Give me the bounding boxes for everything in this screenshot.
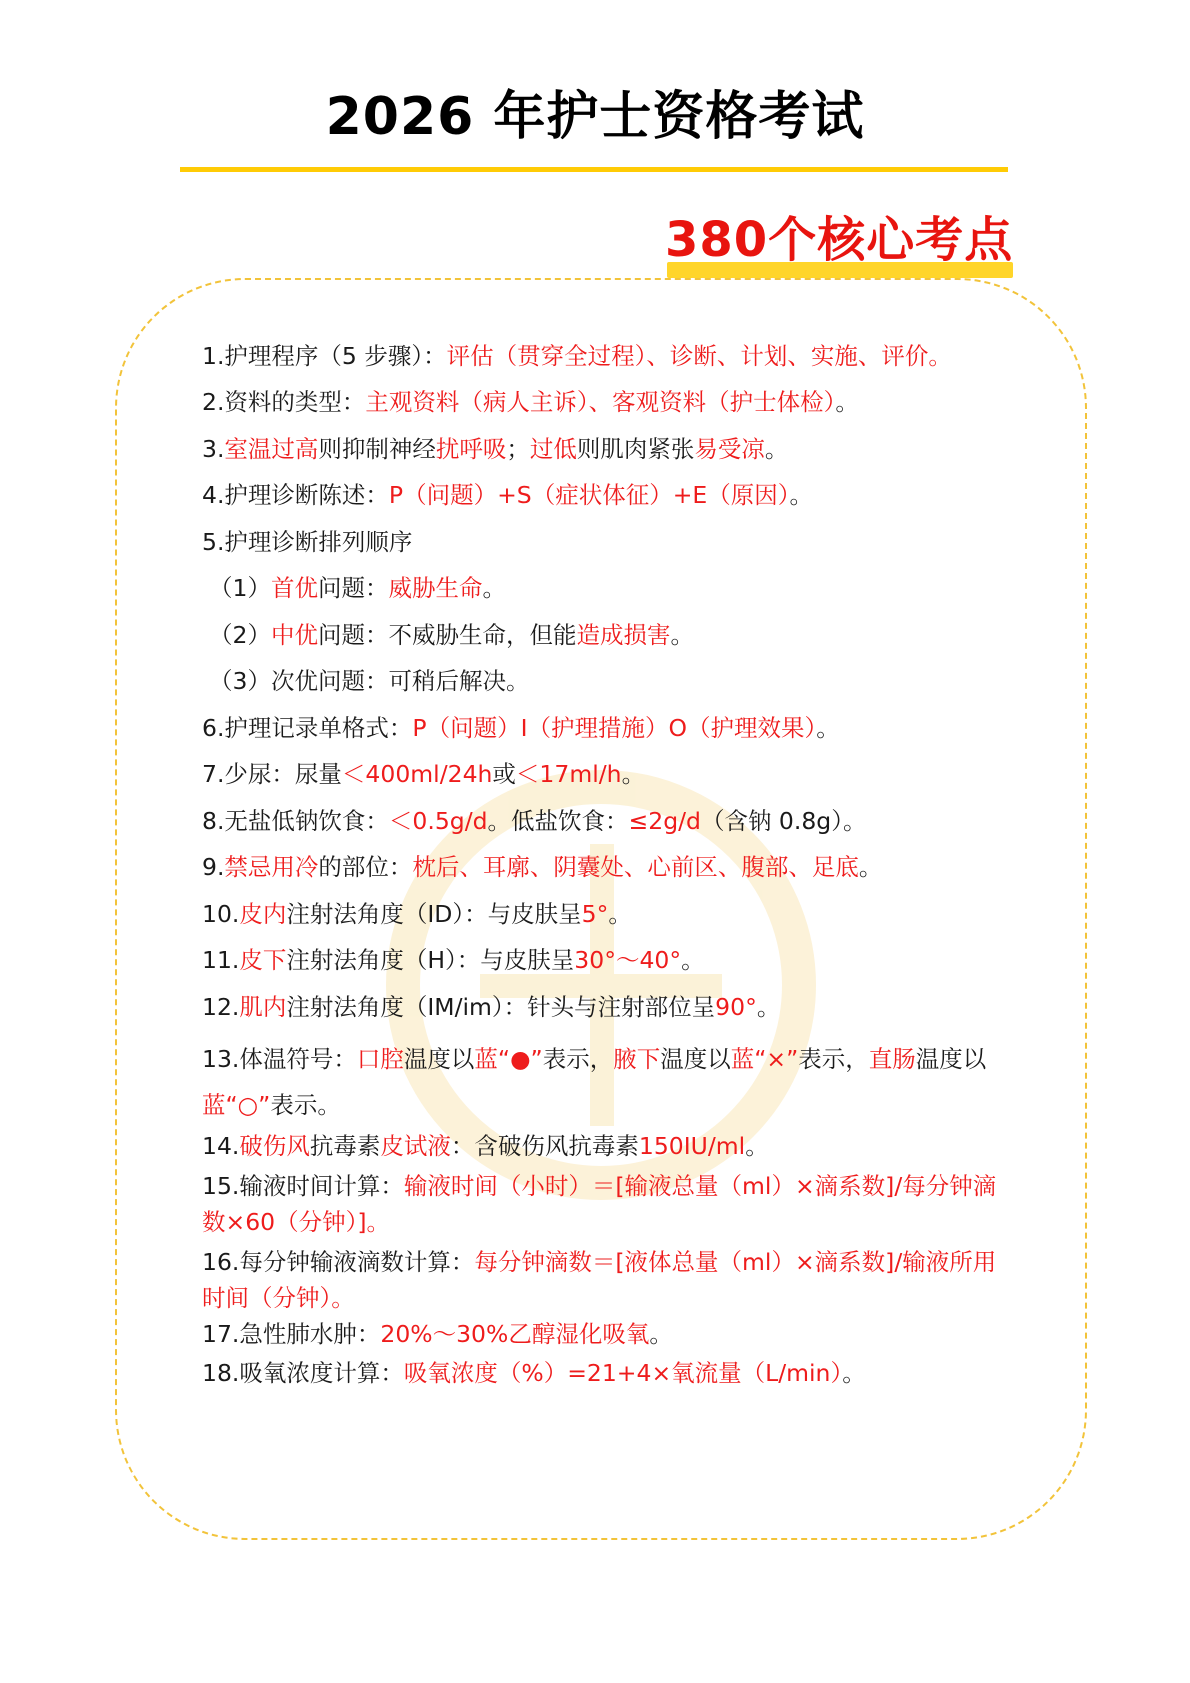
item-text: 。 xyxy=(764,435,789,463)
item-text: 注射法角度（H）：与皮肤呈 xyxy=(286,946,575,974)
highlight-text: 皮内 xyxy=(239,900,287,928)
item-text: 11. xyxy=(202,946,240,974)
item-text: 14. xyxy=(202,1132,240,1160)
item-text: 7.少尿：尿量 xyxy=(202,760,342,788)
item-text: 。 xyxy=(756,993,781,1021)
item-text: 的部位： xyxy=(318,853,413,881)
item-text: 。 xyxy=(482,574,506,602)
highlight-text: 枕后、耳廓、阴囊处、心前区、腹部、足底 xyxy=(412,853,859,881)
title-underline xyxy=(180,167,1008,172)
list-item xyxy=(202,432,1014,466)
item-text: 问题：不威胁生命，但能 xyxy=(317,621,577,649)
item-text: 注射法角度（IM/im）：针头与注射部位呈 xyxy=(286,993,716,1021)
highlight-text: P（问题）I（护理措施）O（护理效果） xyxy=(412,714,817,742)
item-text: 或 xyxy=(492,760,516,788)
item-text: 温度以 xyxy=(915,1045,987,1073)
highlight-text: 蓝“×” xyxy=(730,1045,799,1073)
item-text: 12. xyxy=(202,993,240,1021)
list-item xyxy=(202,1129,1014,1163)
item-text: 15.输液时间计算： xyxy=(202,1172,404,1200)
highlight-text: 5° xyxy=(581,900,609,928)
highlight-text: 威胁生命 xyxy=(388,574,483,602)
badge-label: 380个核心考点 xyxy=(665,212,1014,268)
item-text: 。 xyxy=(608,900,632,928)
list-item xyxy=(202,990,1014,1024)
item-text: 表示， xyxy=(798,1045,869,1073)
item-text: 18.吸氧浓度计算： xyxy=(202,1359,404,1387)
highlight-text: 易受凉 xyxy=(694,435,765,463)
item-text: ； xyxy=(506,435,530,463)
highlight-text: 20%～30%乙醇湿化吸氧 xyxy=(380,1320,650,1348)
highlight-text: 直肠 xyxy=(868,1045,916,1073)
highlight-text: 禁忌用冷 xyxy=(224,853,319,881)
list-item xyxy=(202,339,1014,373)
page-title: 2026 年护士资格考试 xyxy=(325,87,865,147)
item-text: 则肌肉紧张 xyxy=(576,435,695,463)
item-text: 4.护理诊断陈述： xyxy=(202,481,389,509)
highlight-text: 室温过高 xyxy=(224,435,319,463)
item-text: 。低盐饮食： xyxy=(487,807,629,835)
item-text: ：含破伤风抗毒素 xyxy=(450,1132,639,1160)
list-item xyxy=(209,618,1021,652)
highlight-text: 90° xyxy=(715,993,757,1021)
highlight-text: 皮试液 xyxy=(380,1132,451,1160)
item-text: 。 xyxy=(681,946,705,974)
highlight-text: 破伤风 xyxy=(239,1132,310,1160)
item-text: 。 xyxy=(816,714,840,742)
highlight-text: 每分钟滴数＝[液体总量（ml）×滴系数]/输液所用时间（分钟）。 xyxy=(202,1248,997,1312)
item-text: 。 xyxy=(789,481,813,509)
item-text: 。 xyxy=(621,760,646,788)
item-text: 抗毒素 xyxy=(309,1132,381,1160)
highlight-text: P（问题）+S（症状体征）+E（原因） xyxy=(388,481,790,509)
item-text: 2.资料的类型： xyxy=(202,388,366,416)
highlight-text: ≤2g/d xyxy=(628,807,701,835)
list-item xyxy=(202,850,1014,884)
item-text: （1） xyxy=(209,574,271,602)
highlight-text: ＜0.5g/d xyxy=(388,807,488,835)
list-item xyxy=(202,1356,1014,1390)
item-text: （3）次优问题：可稍后解决。 xyxy=(209,667,530,695)
highlight-text: 150IU/ml xyxy=(638,1132,746,1160)
highlight-text: 蓝“○” xyxy=(202,1091,271,1119)
item-text: 问题： xyxy=(317,574,389,602)
list-item xyxy=(202,1036,1014,1128)
highlight-text: ＜17ml/h xyxy=(515,760,622,788)
highlight-text: 中优 xyxy=(270,621,318,649)
highlight-text: 口腔 xyxy=(356,1045,404,1073)
list-item xyxy=(202,385,1014,419)
item-text: 8.无盐低钠饮食： xyxy=(202,807,389,835)
item-text: 3. xyxy=(202,435,225,463)
item-text: 温度以 xyxy=(660,1045,731,1073)
highlight-text: 腋下 xyxy=(613,1045,661,1073)
item-text: 表示， xyxy=(542,1045,614,1073)
core-points-badge xyxy=(665,212,1013,278)
item-text: 17.急性肺水肿： xyxy=(202,1320,381,1348)
item-text: 。 xyxy=(835,388,859,416)
list-item xyxy=(202,1317,1014,1351)
highlight-text: 肌内 xyxy=(239,993,287,1021)
highlight-text: 吸氧浓度（%）=21+4×氧流量（L/min） xyxy=(403,1359,843,1387)
item-text: 16.每分钟输液滴数计算： xyxy=(202,1248,475,1276)
highlight-text: 首优 xyxy=(270,574,318,602)
highlight-text: 输液时间（小时）＝[输液总量（ml）×滴系数]/每分钟滴数×60（分钟）]。 xyxy=(202,1172,997,1236)
list-item xyxy=(202,525,1014,559)
list-item xyxy=(202,943,1014,977)
item-text: 9. xyxy=(202,853,225,881)
highlight-text: 蓝“●” xyxy=(474,1045,543,1073)
list-item xyxy=(202,1244,1014,1316)
highlight-text: ＜400ml/24h xyxy=(341,760,493,788)
list-item xyxy=(202,757,1014,791)
list-item xyxy=(209,571,1021,605)
highlight-text: 皮下 xyxy=(239,946,287,974)
list-item xyxy=(202,897,1014,931)
highlight-text: 造成损害 xyxy=(576,621,671,649)
list-item xyxy=(202,804,1014,838)
item-text: 。 xyxy=(858,853,883,881)
item-text: 。 xyxy=(649,1320,673,1348)
item-text: 注射法角度（ID）：与皮肤呈 xyxy=(286,900,582,928)
list-item xyxy=(209,664,1021,698)
item-text: 6.护理记录单格式： xyxy=(202,714,413,742)
highlight-text: 过低 xyxy=(529,435,577,463)
highlight-text: 主观资料（病人主诉）、客观资料（护士体检） xyxy=(365,388,836,416)
list-item xyxy=(202,711,1014,745)
list-item xyxy=(202,1168,1014,1240)
item-text: 。 xyxy=(670,621,694,649)
highlight-text: 评估（贯穿全过程）、诊断、计划、实施、评价。 xyxy=(446,342,952,370)
item-text: 。 xyxy=(842,1359,866,1387)
item-text: 13.体温符号： xyxy=(202,1045,357,1073)
item-text: 5.护理诊断排列顺序 xyxy=(202,528,413,556)
item-text: 表示。 xyxy=(270,1091,341,1119)
list-item xyxy=(202,478,1014,512)
item-text: 温度以 xyxy=(403,1045,475,1073)
item-text: （含钠 0.8g）。 xyxy=(700,807,867,835)
item-text: 1.护理程序（5 步骤）： xyxy=(202,342,447,370)
item-text: 。 xyxy=(745,1132,769,1160)
highlight-text: 扰呼吸 xyxy=(435,435,507,463)
item-text: 10. xyxy=(202,900,240,928)
item-text: （2） xyxy=(209,621,271,649)
item-text: 则抑制神经 xyxy=(318,435,436,463)
highlight-text: 30°～40° xyxy=(574,946,682,974)
